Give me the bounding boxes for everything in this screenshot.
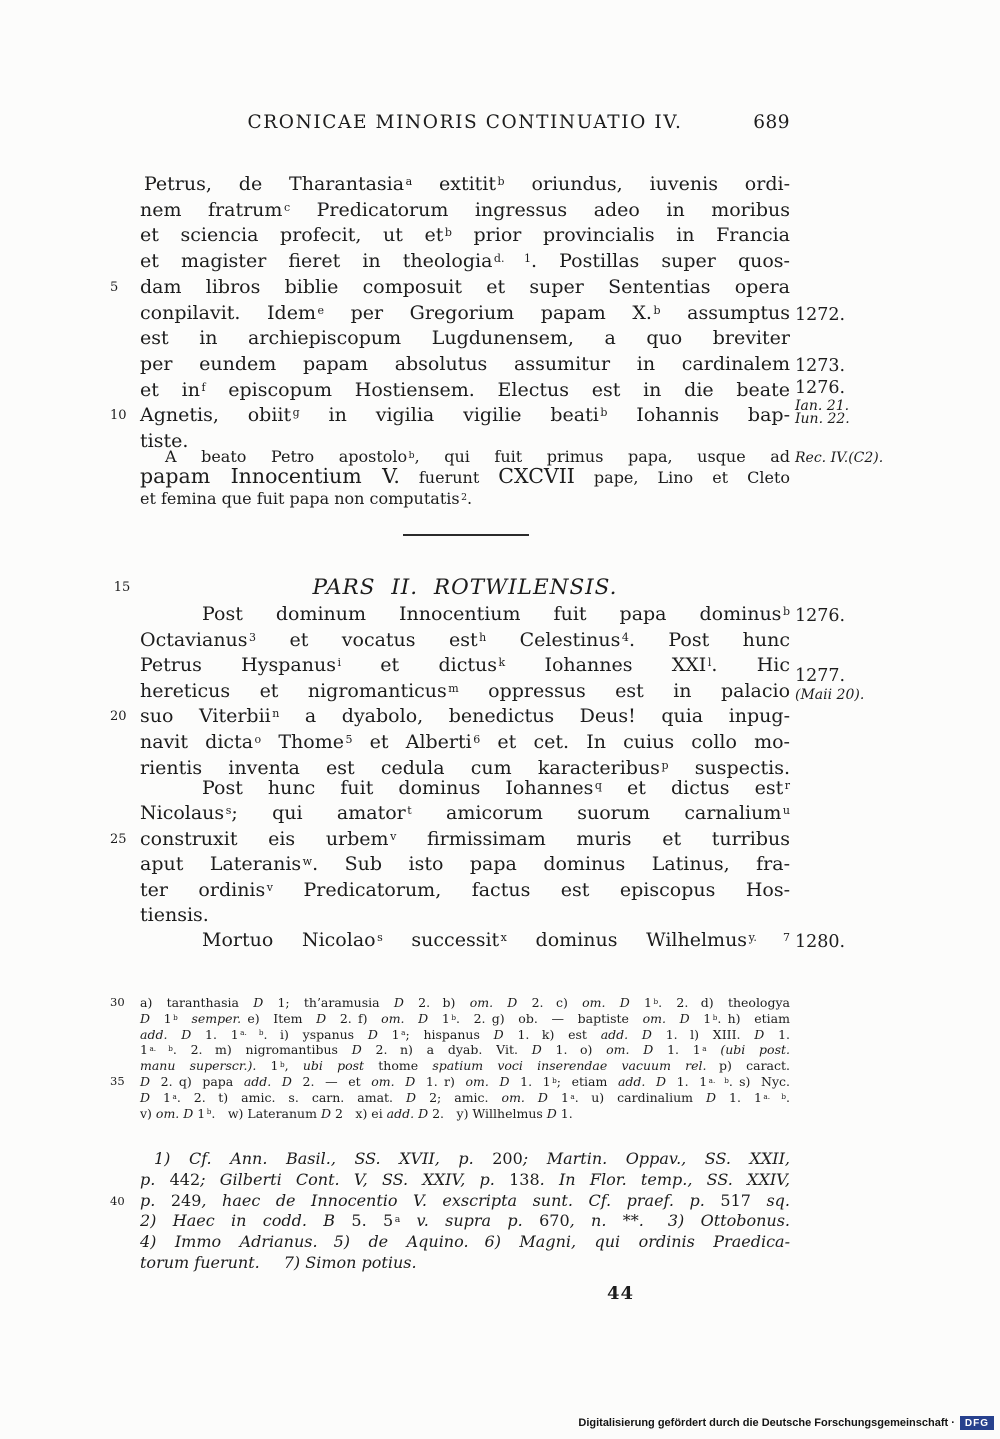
margin-note: 1276. xyxy=(795,377,846,398)
text-line: 1 $^{a. b}$. 2. m) nigromantibus D 2. n) a dyab. Vit. D 1. o) om. D 1. 1 $^a$ (ubi post. xyxy=(140,1042,790,1058)
text-line: 4) Immo Adrianus. 5) de Aquino. 6) Magni, qui ordinis Praedica- xyxy=(140,1232,790,1252)
margin-note: Rec. IV.(C2). xyxy=(795,450,884,466)
dfg-logo: DFG xyxy=(960,1416,994,1430)
text-line: 2) Haec in codd. B 5. 5 $^a$ v. supra p. 670, n. **. 3) Ottobonus. xyxy=(140,1211,791,1231)
paragraph-celestinus xyxy=(110,602,865,781)
line-number: 40 xyxy=(110,1193,125,1208)
page-number: 689 xyxy=(753,112,790,133)
text-line: 15 PARS II. ROTWILENSIS. xyxy=(140,574,790,601)
line-number: 15 xyxy=(113,580,131,595)
text-line: v) om. D 1 $^b$. w) Lateranum D 2 x) ei add. D 2. y) Willhelmus D 1. xyxy=(140,1105,573,1121)
line-number: 20 xyxy=(110,709,127,725)
text-line: ter ordinis $^v$ Predicatorum, factus est episcopus Hos- xyxy=(140,878,790,901)
paragraph-wilhelmus xyxy=(140,928,846,953)
page-header xyxy=(140,112,790,138)
text-line: nem fratrum $^c$ Predicatorum ingressus adeo in moribus xyxy=(140,198,790,221)
margin-note: 1280. xyxy=(795,932,846,952)
text-line: D 1 $^a$. 2. t) amic. s. carn. amat. D 2; amic. om. D 1 $^a$. u) cardinalium D 1. 1 $^{a. b}$. xyxy=(140,1089,790,1105)
text-line: et magister fieret in theologia $^{d. 1}$. Postillas super quos- xyxy=(140,250,790,273)
text-line: et sciencia profecit, ut et $^b$ prior provincialis in Francia xyxy=(140,224,791,247)
text-line: 30 a) taranthasia D 1; th’aramusia D 2. b) om. D 2. c) om. D 1 $^b$. 2. d) theologya xyxy=(110,995,790,1010)
text-line: rientis inventa est cedula cum karacteribus $^p$ suspectis. xyxy=(140,756,790,779)
text-line: Post dominum Innocentium fuit papa dominus $^b$ 1276. xyxy=(140,602,790,628)
text-line: est in archiepiscopum Lugdunensem, a quo breviter xyxy=(140,327,790,350)
digitization-credit xyxy=(578,1414,994,1432)
text-line: et femina que fuit papa non computatis $^2$. xyxy=(140,489,473,508)
text-line: 10 Agnetis, obiit $^g$ in vigilia vigilie beati $^b$ Iohannis bap- Iun. 22. xyxy=(140,403,790,429)
text-line: 5 dam libros biblie composuit et super Sententias opera xyxy=(140,275,790,301)
text-line: 40 p. 249, haec de Innocentio V. exscripta sunt. Cf. praef. p. 517 sq. xyxy=(110,1190,791,1210)
text-line: 1) Cf. Ann. Basil., SS. XVII, p. 200; Martin. Oppav., SS. XXII, xyxy=(154,1149,790,1168)
text-line: hereticus et nigromanticus $^m$ oppressus est in palacio xyxy=(140,679,791,702)
text-line: Octavianus $^3$ et vocatus est $^h$ Celestinus $^4$. Post hunc xyxy=(140,628,790,651)
margin-note: 1276. xyxy=(795,606,846,626)
line-number: 10 xyxy=(110,408,127,424)
text-line: Mortuo Nicolao $^s$ successit $^x$ dominus Wilhelmus $^{y. 7}$ 1280. xyxy=(140,928,790,953)
text-line: et in $^f$ episcopum Hostiensem. Electus est in die beate 1276. Ian. 21. xyxy=(140,378,790,404)
text-line: manu superscr.). 1 $^b$, ubi post thome spatium voci inserendae vacuum rel. p) caract. xyxy=(140,1058,790,1074)
paragraph-nicolaus xyxy=(110,776,790,928)
sheet-signature: 44 xyxy=(607,1283,635,1304)
margin-note: (Maii 20). xyxy=(795,687,865,704)
text-line: per eundem papam absolutus assumitur in cardinalem 1273. xyxy=(140,352,790,378)
text-line: D 1 $^b$ semper. e) Item D 2. f) om. D 1 $^b$. 2. g) ob. — baptiste om. D 1 $^b$. h) etiam xyxy=(140,1010,790,1026)
part-heading xyxy=(113,574,790,601)
margin-note: Iun. 22. xyxy=(795,411,850,428)
text-line: Petrus, de Tharantasia $^a$ extitit $^b$ oriundus, iuvenis ordi- xyxy=(144,173,790,195)
text-line: navit dicta $^o$ Thome $^5$ et Alberti $^6$ et cet. In cuius collo mo- xyxy=(140,730,790,753)
text-line: 20 suo Viterbii $^n$ a dyabolo, benedictus Deus! quia inpug- xyxy=(140,704,790,730)
text-line: tiste. xyxy=(140,430,189,453)
margin-note: 1272. xyxy=(795,304,846,325)
text-line: 35 D 2. q) papa add. D 2. — et om. D 1. r) om. D 1. 1 $^b$; etiam add. D 1. 1 $^{a. b}$. s) Nyc. xyxy=(110,1073,790,1089)
text-line: aput Lateranis $^w$. Sub isto papa dominus Latinus, fra- xyxy=(140,853,790,876)
text-line: torum fuerunt. 7) Simon potius. xyxy=(140,1252,417,1272)
margin-note: Ian. 21. xyxy=(795,397,850,414)
section-divider xyxy=(403,534,529,536)
credit-text: Digitalisierung gefördert durch die Deutsche Forschungsgemeinschaft · xyxy=(578,1417,955,1429)
text-line: papam Innocentium V. fuerunt CXCVII pape, Lino et Cleto xyxy=(140,464,790,488)
running-title: CRONICAE MINORIS CONTINUATIO IV. xyxy=(247,112,683,133)
text-line: conpilavit. Idem $^e$ per Gregorium papam X. $^b$ assumptus 1272. xyxy=(140,301,790,327)
line-number: 25 xyxy=(110,831,127,847)
margin-note: 1277. xyxy=(795,666,846,687)
text-line: Post hunc fuit dominus Iohannes $^q$ et dictus est $^r$ xyxy=(202,777,790,799)
paragraph-papal-count xyxy=(140,446,884,509)
text-line: tiensis. xyxy=(140,904,209,927)
text-line: Nicolaus $^s$; qui amator $^t$ amicorum suorum carnalium $^u$ xyxy=(140,802,790,825)
text-line: add. D 1. 1 $^{a. b}$. i) yspanus D 1 $^a$; hispanus D 1. k) est add. D 1. l) XIII. D 1. xyxy=(140,1026,790,1042)
text-line: 25 construxit eis urbem $^v$ firmissimam muris et turribus xyxy=(140,827,790,852)
text-line: Petrus Hyspanus $^i$ et dictus $^k$ Iohannes XXI $^l$. Hic 1277. (Maii 20). xyxy=(140,653,790,679)
line-number: 30 xyxy=(110,995,125,1009)
apparatus-criticus xyxy=(110,995,790,1121)
margin-note: 1273. xyxy=(795,355,846,376)
line-number: 5 xyxy=(110,279,119,295)
paragraph-petrus xyxy=(110,172,850,455)
line-number: 35 xyxy=(110,1073,125,1088)
text-line: A beato Petro apostolo $^b$, qui fuit primus papa, usque ad Rec. IV.(C2). xyxy=(140,446,790,467)
editor-footnotes xyxy=(110,1149,791,1274)
text-line: p. 442; Gilberti Cont. V, SS. XXIV, p. 138. In Flor. temp., SS. XXIV, xyxy=(140,1169,790,1189)
